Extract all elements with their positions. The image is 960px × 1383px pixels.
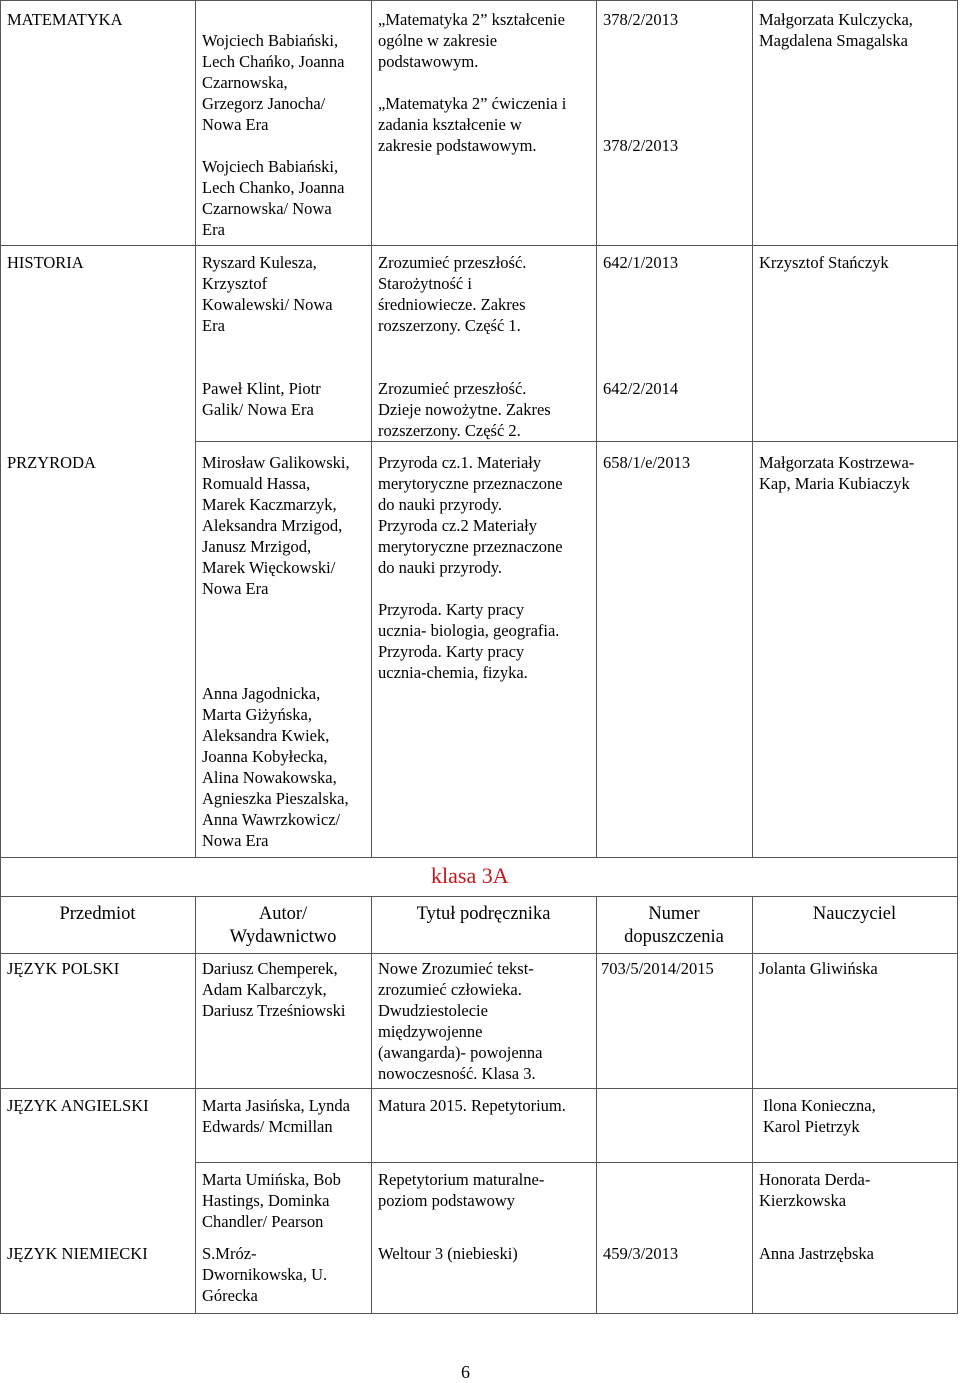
cell-author: Paweł Klint, Piotr Galik/ Nowa Era	[202, 379, 321, 419]
cell-title: Nowe Zrozumieć tekst- zrozumieć człowieka. Dwudziestolecie międzywojenne (awangarda)- powojenna nowoczesność. Klasa 3.	[378, 959, 543, 1083]
cell-title: Zrozumieć przeszłość. Starożytność i średniowiecze. Zakres rozszerzony. Część 1.	[378, 253, 527, 335]
table-border	[0, 245, 958, 246]
cell-author: Wojciech Babiański, Lech Chańko, Joanna Czarnowska, Grzegorz Janocha/ Nowa Era Wojciech Babiański, Lech Chanko, Joanna Czarnowska/ Nowa Era	[202, 31, 345, 239]
cell-teacher: Małgorzata Kulczycka, Magdalena Smagalska	[759, 10, 913, 50]
cell-title: Repetytorium maturalne- poziom podstawowy	[378, 1170, 545, 1210]
table-border	[371, 896, 372, 1314]
table-border	[0, 896, 958, 897]
table-border	[195, 1162, 958, 1163]
cell-number: 658/1/e/2013	[603, 453, 691, 472]
table-border	[371, 0, 372, 858]
section-title: klasa 3A	[431, 863, 509, 888]
cell-number: 459/3/2013	[603, 1244, 679, 1263]
cell-number: 703/5/2014/2015	[601, 959, 714, 978]
page-number: 6	[461, 1362, 470, 1382]
cell-subject: JĘZYK POLSKI	[7, 959, 120, 978]
cell-teacher: Krzysztof Stańczyk	[759, 253, 889, 272]
header-number: Numer dopuszczenia	[624, 904, 724, 947]
cell-teacher: Anna Jastrzębska	[759, 1244, 875, 1263]
cell-number: 642/2/2014	[603, 379, 679, 398]
header-title: Tytuł podręcznika	[416, 904, 551, 924]
table-border	[0, 1088, 958, 1089]
cell-teacher: Małgorzata Kostrzewa- Kap, Maria Kubiaczyk	[759, 453, 915, 493]
cell-subject: JĘZYK NIEMIECKI	[7, 1244, 148, 1263]
cell-teacher: Honorata Derda- Kierzkowska	[759, 1170, 871, 1210]
cell-subject: HISTORIA	[7, 253, 84, 272]
table-border	[0, 0, 1, 1314]
cell-title: Zrozumieć przeszłość. Dzieje nowożytne. Zakres rozszerzony. Część 2.	[378, 379, 551, 440]
cell-teacher: Ilona Konieczna, Karol Pietrzyk	[763, 1096, 876, 1136]
table-border	[195, 441, 958, 442]
cell-number: 642/1/2013	[603, 253, 679, 272]
cell-title: „Matematyka 2” kształcenie ogólne w zakresie podstawowym. „Matematyka 2” ćwiczenia i zadania kształcenie w zakresie podstawowym.	[378, 10, 567, 155]
cell-title: Przyroda cz.1. Materiały merytoryczne przeznaczone do nauki przyrody. Przyroda cz.2 Materiały merytoryczne przeznaczone do nauki przyrody. Przyroda. Karty pracy ucznia- biologia, geografia. Przyroda. Karty pracy ucznia-chemia, fizyka.	[378, 453, 563, 682]
cell-author: Mirosław Galikowski, Romuald Hassa, Marek Kaczmarzyk, Aleksandra Mrzigod, Janusz Mrzigod, Marek Więckowski/ Nowa Era Anna Jagodnicka, Marta Giżyńska, Aleksandra Kwiek, Joanna Kobyłecka, Alina Nowakowska, Agnieszka Pieszalska, Anna Wawrzkowicz/ Nowa Era	[202, 453, 350, 850]
cell-author: S.Mróz- Dwornikowska, U. Górecka	[202, 1244, 328, 1305]
cell-subject: MATEMATYKA	[7, 10, 123, 29]
cell-subject: PRZYRODA	[7, 453, 96, 472]
header-teacher: Nauczyciel	[812, 904, 897, 924]
cell-number: 378/2/2013 378/2/2013	[603, 10, 679, 155]
cell-subject: JĘZYK ANGIELSKI	[7, 1096, 149, 1115]
table-border	[0, 953, 958, 954]
cell-author: Marta Umińska, Bob Hastings, Dominka Chandler/ Pearson	[202, 1170, 341, 1231]
table-border	[752, 0, 753, 858]
cell-author: Dariusz Chemperek, Adam Kalbarczyk, Dariusz Trześniowski	[202, 959, 346, 1020]
table-border	[752, 896, 753, 1314]
table-border	[0, 1313, 958, 1314]
header-subject: Przedmiot	[59, 904, 136, 924]
table-border	[596, 0, 597, 858]
table-border	[195, 0, 196, 858]
table-border	[195, 896, 196, 1314]
cell-title: Weltour 3 (niebieski)	[378, 1244, 518, 1263]
cell-author: Marta Jasińska, Lynda Edwards/ Mcmillan	[202, 1096, 351, 1136]
table-border	[0, 857, 958, 858]
cell-teacher: Jolanta Gliwińska	[759, 959, 878, 978]
cell-author: Ryszard Kulesza, Krzysztof Kowalewski/ Nowa Era	[202, 253, 333, 335]
table-border	[0, 0, 958, 1]
cell-title: Matura 2015. Repetytorium.	[378, 1096, 566, 1115]
header-author: Autor/ Wydawnictwo	[229, 904, 337, 947]
